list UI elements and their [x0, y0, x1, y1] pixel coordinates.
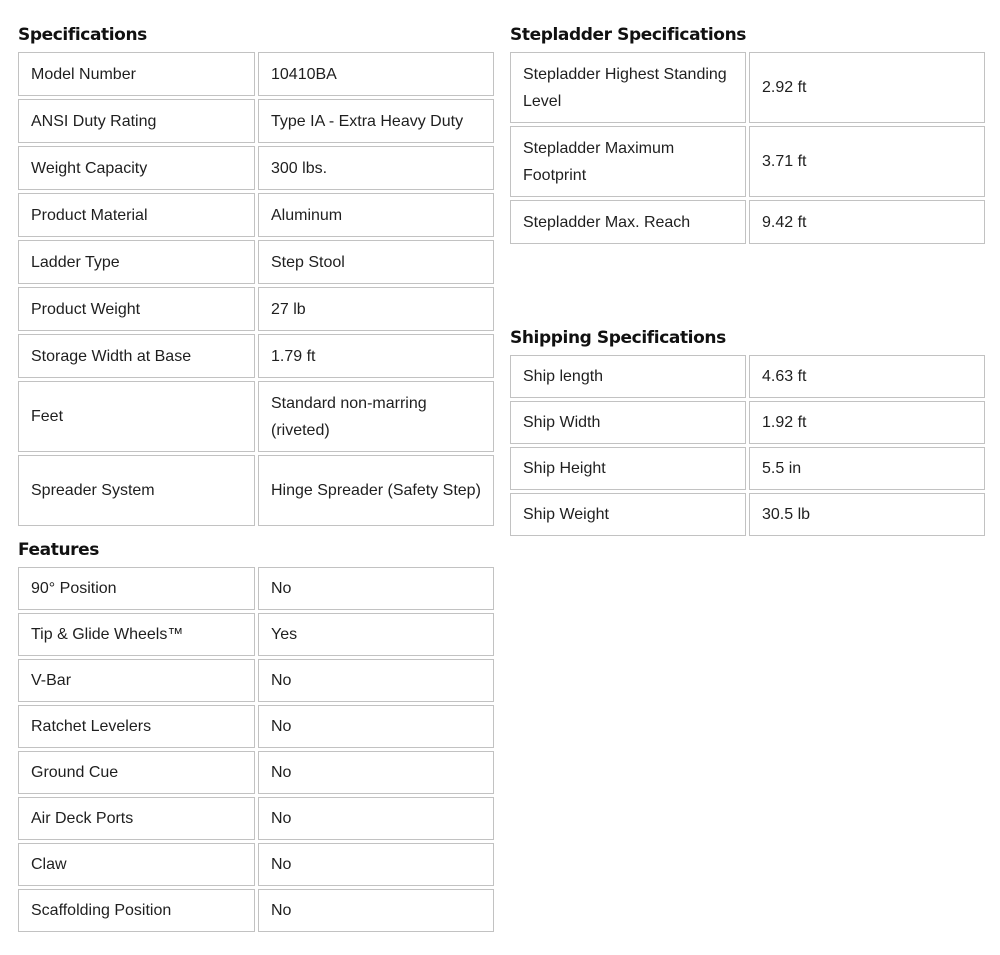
feature-value: No [258, 889, 494, 932]
feature-label: Scaffolding Position [18, 889, 255, 932]
spec-value: 5.5 in [749, 447, 985, 490]
feature-label: Air Deck Ports [18, 797, 255, 840]
spec-label: Ship length [510, 355, 746, 398]
feature-label: Claw [18, 843, 255, 886]
table-row [18, 287, 494, 331]
stepladder-section [510, 25, 988, 247]
spec-value: 27 lb [258, 287, 494, 331]
spec-value: Standard non-marring (riveted) [258, 381, 494, 452]
feature-value: No [258, 705, 494, 748]
spec-value: 3.71 ft [749, 126, 985, 197]
table-row [18, 99, 494, 143]
table-row [510, 52, 985, 123]
table-row [18, 567, 494, 610]
specifications-heading: Specifications [18, 25, 147, 45]
table-row [18, 381, 494, 452]
feature-label: Ground Cue [18, 751, 255, 794]
features-heading: Features [18, 540, 99, 560]
feature-value: No [258, 567, 494, 610]
table-row [18, 193, 494, 237]
spec-label: Product Weight [18, 287, 255, 331]
spec-label: Ship Height [510, 447, 746, 490]
spec-label: Stepladder Maximum Footprint [510, 126, 746, 197]
table-row [510, 447, 985, 490]
feature-label: 90° Position [18, 567, 255, 610]
feature-value: Yes [258, 613, 494, 656]
table-row [18, 455, 494, 526]
specifications-table [15, 49, 497, 529]
spec-label: ANSI Duty Rating [18, 99, 255, 143]
shipping-table [507, 352, 988, 539]
table-row [18, 797, 494, 840]
spec-label: Ship Weight [510, 493, 746, 536]
table-row [18, 146, 494, 190]
stepladder-heading: Stepladder Specifications [510, 25, 747, 45]
table-row [18, 240, 494, 284]
table-row [510, 493, 985, 536]
feature-label: Tip & Glide Wheels™ [18, 613, 255, 656]
spec-value: 30.5 lb [749, 493, 985, 536]
spec-value: 1.92 ft [749, 401, 985, 444]
feature-value: No [258, 751, 494, 794]
spec-label: Product Material [18, 193, 255, 237]
spec-label: Feet [18, 381, 255, 452]
table-row [18, 613, 494, 656]
spec-label: Weight Capacity [18, 146, 255, 190]
spec-value: 9.42 ft [749, 200, 985, 244]
table-row [18, 889, 494, 932]
spec-value: 1.79 ft [258, 334, 494, 378]
table-row [18, 52, 494, 96]
spec-label: Stepladder Max. Reach [510, 200, 746, 244]
feature-value: No [258, 797, 494, 840]
spec-value: Type IA - Extra Heavy Duty [258, 99, 494, 143]
feature-label: Ratchet Levelers [18, 705, 255, 748]
spec-label: Ladder Type [18, 240, 255, 284]
shipping-heading: Shipping Specifications [510, 328, 726, 348]
spec-value: 300 lbs. [258, 146, 494, 190]
feature-label: V-Bar [18, 659, 255, 702]
table-row [18, 843, 494, 886]
spec-value: Hinge Spreader (Safety Step) [258, 455, 494, 526]
spec-value: Aluminum [258, 193, 494, 237]
features-table [15, 564, 497, 935]
table-row [510, 200, 985, 244]
table-row [510, 126, 985, 197]
table-row [510, 401, 985, 444]
spec-label: Model Number [18, 52, 255, 96]
spec-value: 4.63 ft [749, 355, 985, 398]
shipping-section [510, 328, 988, 539]
spec-value: 10410BA [258, 52, 494, 96]
spec-value: 2.92 ft [749, 52, 985, 123]
spec-value: Step Stool [258, 240, 494, 284]
spec-label: Ship Width [510, 401, 746, 444]
table-row [18, 751, 494, 794]
spec-label: Storage Width at Base [18, 334, 255, 378]
table-row [18, 659, 494, 702]
feature-value: No [258, 843, 494, 886]
spec-label: Spreader System [18, 455, 255, 526]
feature-value: No [258, 659, 494, 702]
features-section [18, 540, 497, 935]
specifications-section [18, 25, 497, 529]
stepladder-table [507, 49, 988, 247]
spec-label: Stepladder Highest Standing Level [510, 52, 746, 123]
table-row [18, 705, 494, 748]
table-row [18, 334, 494, 378]
table-row [510, 355, 985, 398]
